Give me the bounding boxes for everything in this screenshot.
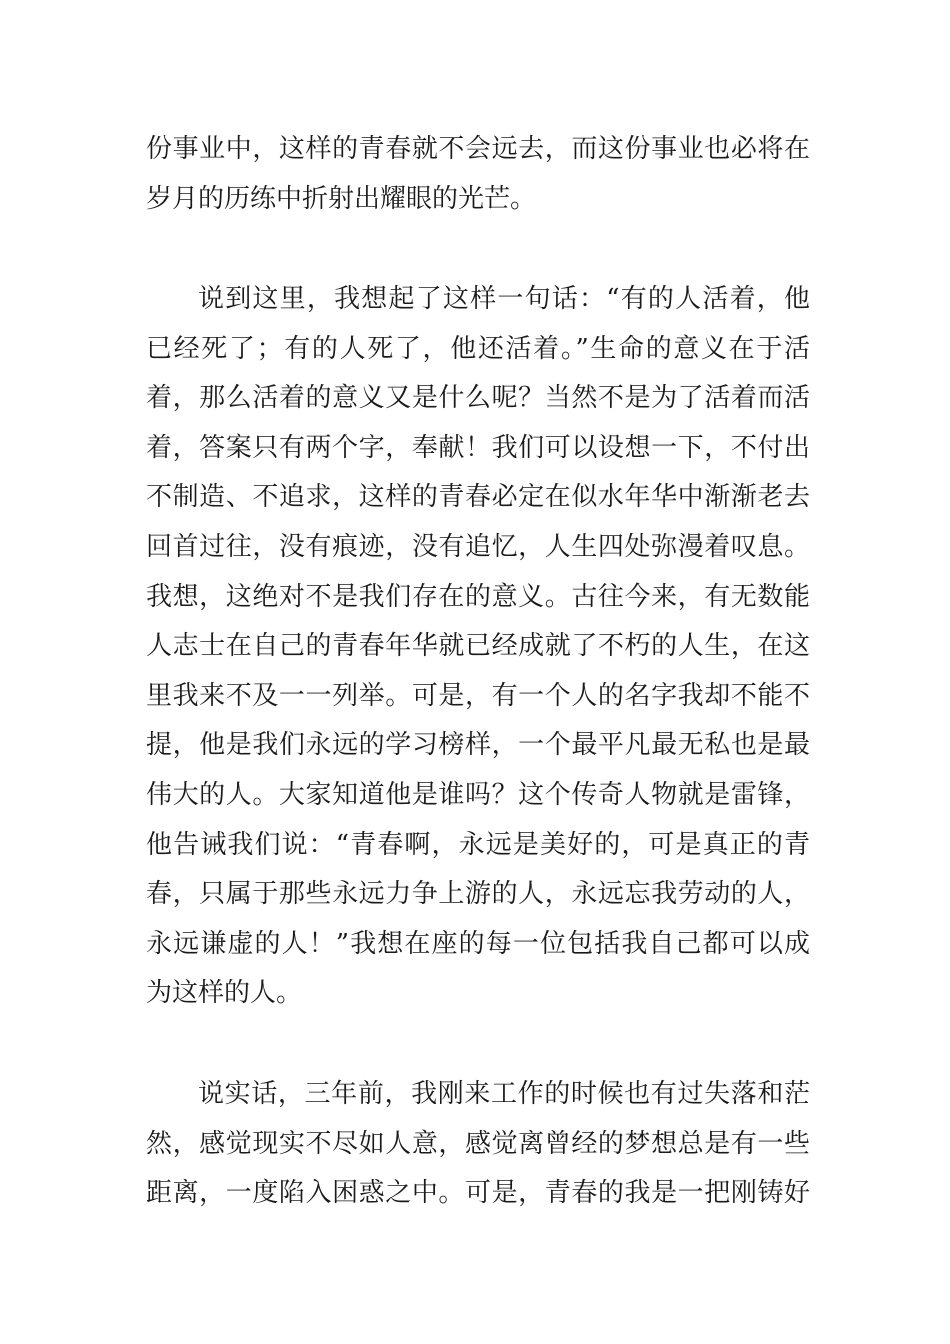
text-line: 岁月的历练中折射出耀眼的光芒。 (146, 183, 537, 214)
text-line: 春，只属于那些永远力争上游的人，永远忘我劳动的人， (146, 879, 810, 910)
text-line: 然，感觉现实不尽如人意，感觉离曾经的梦想总是有一些 (146, 1128, 810, 1159)
paragraph-2 (146, 275, 810, 1019)
text-line: 为这样的人。 (146, 978, 303, 1009)
paragraph-1 (146, 125, 810, 224)
text-line: 伟大的人。大家知道他是谁吗？这个传奇人物就是雷锋， (146, 779, 810, 810)
text-line: 我想，这绝对不是我们存在的意义。古往今来，有无数能 (146, 581, 810, 612)
text-line: 回首过往，没有痕迹，没有追忆，人生四处弥漫着叹息。 (146, 531, 810, 562)
text-line: 着，答案只有两个字，奉献！我们可以设想一下，不付出 (146, 432, 810, 463)
text-line: 说到这里，我想起了这样一句话：“有的人活着，他 (198, 284, 810, 314)
text-line: 距离，一度陷入困惑之中。可是，青春的我是一把刚铸好 (146, 1178, 810, 1209)
text-line: 不制造、不追求，这样的青春必定在似水年华中渐渐老去 (146, 482, 810, 513)
text-line: 提，他是我们永远的学习榜样，一个最平凡最无私也是最 (146, 730, 810, 761)
text-line: 说实话，三年前，我刚来工作的时候也有过失落和茫 (198, 1079, 810, 1109)
paragraph-3 (146, 1070, 810, 1219)
text-line: 着，那么活着的意义又是什么呢？当然不是为了活着而活 (146, 383, 810, 414)
text-line: 人志士在自己的青春年华就已经成就了不朽的人生，在这 (146, 631, 810, 662)
text-line: 永远谦虚的人！”我想在座的每一位包括我自己都可以成 (146, 928, 810, 959)
text-line: 已经死了；有的人死了，他还活着。”生命的意义在于活 (146, 333, 810, 364)
text-line: 份事业中，这样的青春就不会远去，而这份事业也必将在 (146, 134, 810, 164)
text-line: 里我来不及一一列举。可是，有一个人的名字我却不能不 (146, 680, 810, 711)
text-line: 他告诫我们说：“青春啊，永远是美好的，可是真正的青 (146, 829, 810, 860)
